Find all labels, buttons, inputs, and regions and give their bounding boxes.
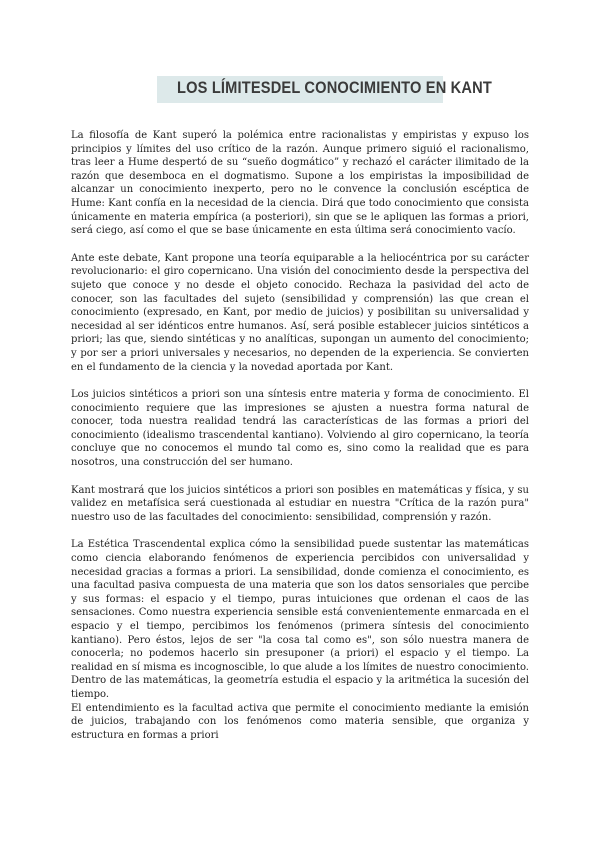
paragraph-critica-razon-pura: Kant mostrará que los juicios sintéticos a priori son posibles en matemáticas y física, y su validez en metafísica será cuestionada al estudiar en nuestra "Crítica de la razón pura" nuestro uso de las facultades del conocimiento: sensibilidad, comprensión y razón. bbox=[71, 484, 529, 523]
paragraph-estetica-trascendental: La Estética Trascendental explica cómo la sensibilidad puede sustentar las matemáticas como ciencia elaborando fenómenos de experiencia percibidos con universalidad y necesidad gracias a formas a priori. La sensibilidad, donde comienza el conocimiento, es una facultad pasiva compuesta de una materia que son los datos sensoriales que percibe y sus formas: el espacio y el tiempo, puras intuiciones que ordenan el caos de las sensaciones. Como nuestra experiencia sensible está convenientemente enmarcada en el espacio y el tiempo, percibimos los fenómenos (primera síntesis del conocimiento kantiano). Pero éstos, lejos de ser "la cosa tal como es", son sólo nuestra manera de conocerla; no podemos hacerlo sin presuponer (a priori) el espacio y el tiempo. La realidad en sí misma es incognoscible, lo que alude a los límites de nuestro conocimiento. Dentro de las matemáticas, la geometría estudia el espacio y la aritmética la sucesión del tiempo. bbox=[71, 539, 529, 700]
paragraph-giro-copernicano: Ante este debate, Kant propone una teoría equiparable a la heliocéntrica por su carácter revolucionario: el giro copernicano. Una visión del conocimiento desde la perspectiva del sujeto que conoce y no desde el objeto conocido. Rechaza la pasividad del acto de conocer, son las facultades del sujeto (sensibilidad y comprensión) las que crean el conocimiento (expresado, en Kant, por medio de juicios) y posibilitan su universalidad y necesidad al ser idénticos entre humanos. Así, será posible establecer juicios sintéticos a priori; las que, siendo sintéticas y no analíticas, supongan un aumento del conocimiento; y por ser a priori universales y necesarios, no dependen de la experiencia. Se convierten en el fundamento de la ciencia y la novedad aportada por Kant. bbox=[71, 252, 529, 373]
document-body bbox=[71, 129, 529, 742]
paragraph-entendimiento: El entendimiento es la facultad activa que permite el conocimiento mediante la emisión de juicios, trabajando con los fenómenos como materia sensible, que organiza y estructura en formas a priori bbox=[71, 702, 529, 741]
page-title: LOS LÍMITESDEL CONOCIMIENTO EN KANT bbox=[177, 78, 492, 97]
title-highlight bbox=[157, 76, 492, 103]
paragraph-juicios-sinteticos: Los juicios sintéticos a priori son una síntesis entre materia y forma de conocimiento. El conocimiento requiere que las impresiones se ajusten a nuestra forma natural de conocer, toda nuestra realidad tendrá las características de las formas a priori del conocimiento (idealismo trascendental kantiano). Volviendo al giro copernicano, la teoría concluye que no conocemos el mundo tal como es, sino como la realidad que es para nosotros, una construcción del ser humano. bbox=[71, 389, 529, 469]
paragraph-intro: La filosofía de Kant superó la polémica entre racionalistas y empiristas y expuso los principios y límites del uso crítico de la razón. Aunque primero siguió el racionalismo, tras leer a Hume despertó de su “sueño dogmático” y rechazó el carácter ilimitado de la razón que desemboca en el dogmatismo. Supone a los empiristas la imposibilidad de alcanzar un conocimiento inexperto, pero no le convence la conclusión escéptica de Hume: Kant confía en la necesidad de la ciencia. Dirá que todo conocimiento que consista únicamente en materia empírica (a posteriori), sin que se le apliquen las formas a priori, será ciego, así como el que se base únicamente en esta última será conocimiento vacío. bbox=[71, 130, 529, 237]
